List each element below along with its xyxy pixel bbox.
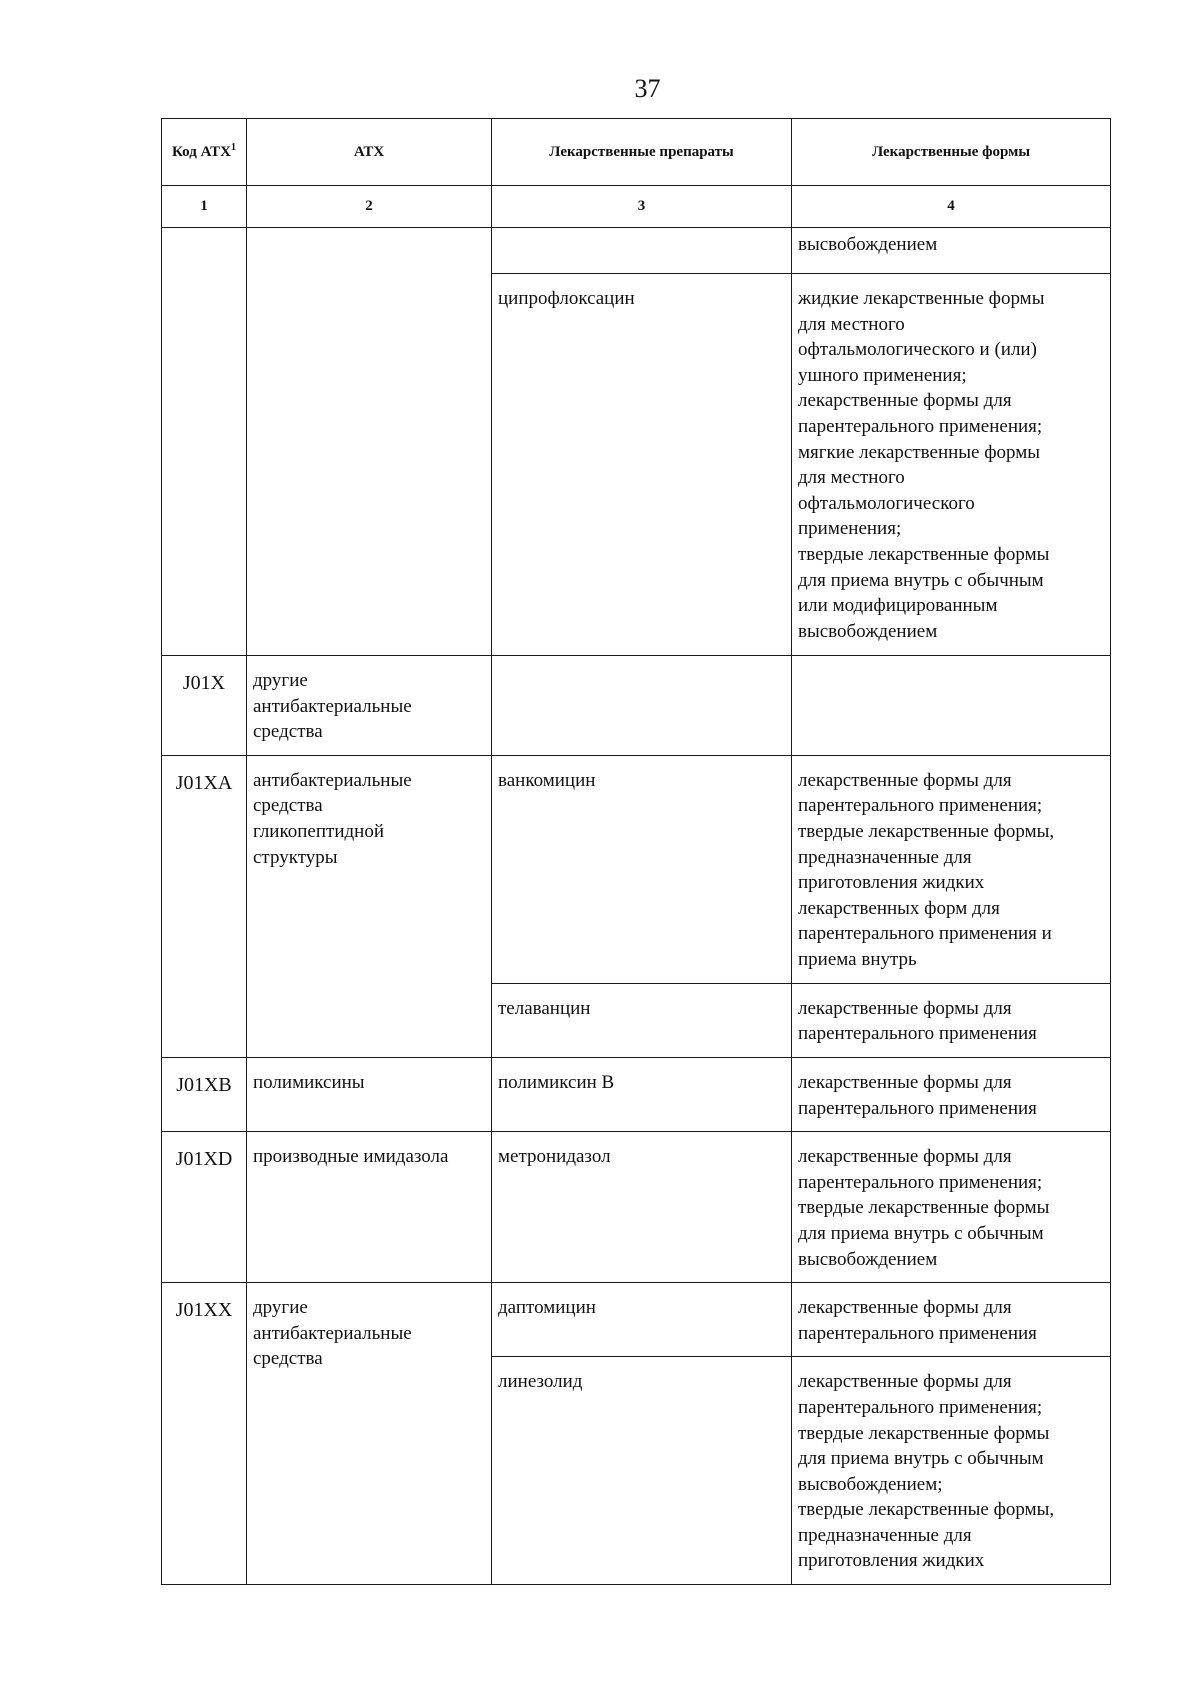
table-row bbox=[162, 228, 1111, 274]
header-dosage-forms: Лекарственные формы bbox=[792, 119, 1111, 186]
column-number-row bbox=[162, 186, 1111, 228]
table-row bbox=[162, 755, 1111, 983]
dosage-form-cell: лекарственные формы для парентерального применения bbox=[792, 983, 1111, 1057]
column-number: 2 bbox=[247, 186, 492, 228]
atx-group-cell: полимиксины bbox=[247, 1057, 492, 1131]
dosage-form-cell: лекарственные формы для парентерального применения; твердые лекарственные формы для приема внутрь с обычным высвобождением; твердые лекарственные формы, предназначенные для приготовления жидких bbox=[792, 1357, 1111, 1585]
drug-cell: ванкомицин bbox=[492, 755, 792, 983]
table-row bbox=[162, 1283, 1111, 1357]
column-number: 4 bbox=[792, 186, 1111, 228]
dosage-form-cell: лекарственные формы для парентерального применения; твердые лекарственные формы для приема внутрь с обычным высвобождением bbox=[792, 1132, 1111, 1283]
column-number: 3 bbox=[492, 186, 792, 228]
drug-cell bbox=[492, 228, 792, 274]
table-row bbox=[162, 656, 1111, 756]
atx-code-cell: J01XB bbox=[162, 1057, 247, 1131]
drug-cell: линезолид bbox=[492, 1357, 792, 1585]
atx-group-cell: антибактериальные средства гликопептидной структуры bbox=[247, 755, 492, 1057]
atx-code-cell bbox=[162, 228, 247, 656]
dosage-form-cell: лекарственные формы для парентерального применения bbox=[792, 1283, 1111, 1357]
dosage-form-cell bbox=[792, 656, 1111, 756]
atx-code-cell: J01XA bbox=[162, 755, 247, 1057]
atx-drug-table bbox=[161, 118, 1111, 1585]
dosage-form-cell: жидкие лекарственные формы для местного офтальмологического и (или) ушного применения; лекарственные формы для парентерального применения; мягкие лекарственные формы для местного офтальмологического применения; твердые лекарственные формы для приема внутрь с обычным или модифицированным высвобождением bbox=[792, 274, 1111, 656]
footnote-marker: 1 bbox=[230, 141, 236, 153]
atx-code-cell: J01XX bbox=[162, 1283, 247, 1585]
header-atx-code: Код АТХ$^1$ bbox=[162, 119, 247, 186]
atx-code-cell: J01XD bbox=[162, 1132, 247, 1283]
header-atx: АТХ bbox=[247, 119, 492, 186]
drug-cell: полимиксин B bbox=[492, 1057, 792, 1131]
dosage-form-cell: лекарственные формы для парентерального применения bbox=[792, 1057, 1111, 1131]
drug-cell bbox=[492, 656, 792, 756]
drug-cell: даптомицин bbox=[492, 1283, 792, 1357]
atx-group-cell: производные имидазола bbox=[247, 1132, 492, 1283]
table-row bbox=[162, 1057, 1111, 1131]
column-number: 1 bbox=[162, 186, 247, 228]
dosage-form-cell: лекарственные формы для парентерального применения; твердые лекарственные формы, предназначенные для приготовления жидких лекарственных форм для парентерального применения и приема внутрь bbox=[792, 755, 1111, 983]
table-row bbox=[162, 1132, 1111, 1283]
atx-group-cell: другие антибактериальные средства bbox=[247, 656, 492, 756]
drug-cell: ципрофлоксацин bbox=[492, 274, 792, 656]
drug-cell: метронидазол bbox=[492, 1132, 792, 1283]
header-drugs: Лекарственные препараты bbox=[492, 119, 792, 186]
table-header-row bbox=[162, 119, 1111, 186]
dosage-form-cell: высвобождением bbox=[792, 228, 1111, 274]
drug-cell: телаванцин bbox=[492, 983, 792, 1057]
atx-code-cell: J01X bbox=[162, 656, 247, 756]
page-number: 37 bbox=[634, 74, 661, 103]
atx-group-cell: другие антибактериальные средства bbox=[247, 1283, 492, 1585]
atx-group-cell bbox=[247, 228, 492, 656]
